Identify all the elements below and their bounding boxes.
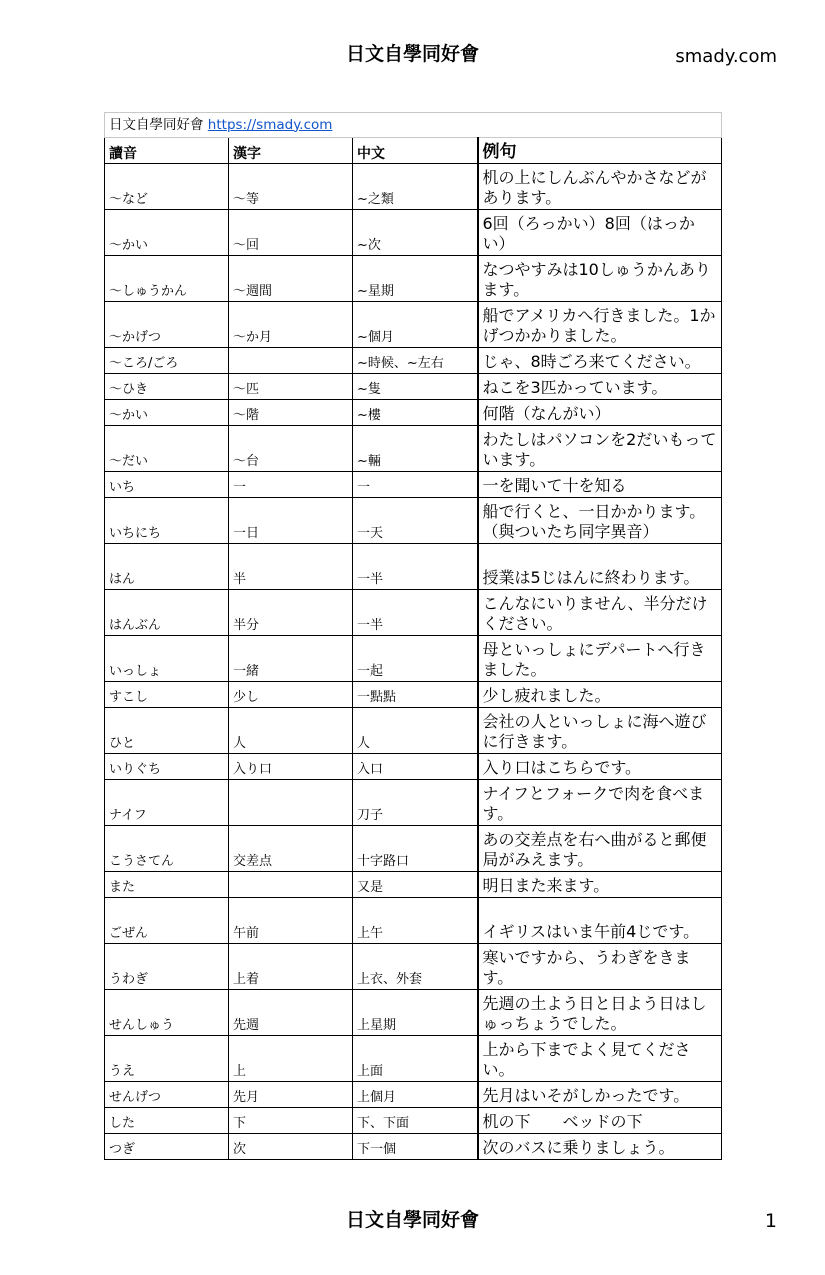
cell-example: ねこを3匹かっています。	[478, 374, 722, 400]
cell-reading: ～かい	[105, 400, 229, 426]
cell-kanji: 半分	[229, 590, 353, 636]
cell-kanji: ～か月	[229, 302, 353, 348]
cell-kanji: 上着	[229, 944, 353, 990]
cell-kanji	[229, 872, 353, 898]
cell-chinese: 上個月	[353, 1082, 478, 1108]
cell-reading: せんげつ	[105, 1082, 229, 1108]
cell-kanji: 入り口	[229, 754, 353, 780]
cell-chinese: 一半	[353, 590, 478, 636]
cell-reading: はん	[105, 544, 229, 590]
cell-example: 少し疲れました。	[478, 682, 722, 708]
column-header-example: 例句	[478, 138, 722, 164]
page-footer-title: 日文自學同好會	[345, 1209, 479, 1231]
cell-kanji: ～週間	[229, 256, 353, 302]
cell-kanji: ～匹	[229, 374, 353, 400]
cell-chinese: ~時候、~左右	[353, 348, 478, 374]
table-row	[105, 400, 722, 426]
cell-reading: すこし	[105, 682, 229, 708]
table-caption	[105, 113, 722, 138]
cell-chinese: 又是	[353, 872, 478, 898]
cell-example: こんなにいりません、半分だけください。	[478, 590, 722, 636]
cell-example: 明日また来ます。	[478, 872, 722, 898]
cell-chinese: 上面	[353, 1036, 478, 1082]
cell-chinese: ~隻	[353, 374, 478, 400]
cell-chinese: 上衣、外套	[353, 944, 478, 990]
cell-chinese: 人	[353, 708, 478, 754]
table-row	[105, 898, 722, 944]
table-row	[105, 944, 722, 990]
cell-example: 寒いですから、うわぎをきます。	[478, 944, 722, 990]
page-number: 1	[764, 1210, 777, 1232]
cell-kanji: ～等	[229, 164, 353, 210]
table-row	[105, 826, 722, 872]
cell-kanji	[229, 780, 353, 826]
column-header-reading: 讀音	[105, 138, 229, 164]
cell-example: 次のバスに乗りましょう。	[478, 1134, 722, 1160]
cell-chinese: 一天	[353, 498, 478, 544]
cell-kanji: 次	[229, 1134, 353, 1160]
cell-reading: いっしょ	[105, 636, 229, 682]
cell-kanji: 一緒	[229, 636, 353, 682]
cell-example: 何階（なんがい）	[478, 400, 722, 426]
cell-chinese: 下、下面	[353, 1108, 478, 1134]
cell-example: ナイフとフォークで肉を食べます。	[478, 780, 722, 826]
cell-reading: ～かい	[105, 210, 229, 256]
cell-chinese: ~樓	[353, 400, 478, 426]
cell-example: 一を聞いて十を知る	[478, 472, 722, 498]
cell-kanji: 一日	[229, 498, 353, 544]
cell-chinese: 刀子	[353, 780, 478, 826]
cell-chinese: 一半	[353, 544, 478, 590]
cell-reading: はんぶん	[105, 590, 229, 636]
table-row	[105, 990, 722, 1036]
cell-example: 机の上にしんぶんやかさなどがあります。	[478, 164, 722, 210]
cell-example: 授業は5じはんに終わります。	[478, 544, 722, 590]
cell-kanji: 上	[229, 1036, 353, 1082]
vocabulary-table	[104, 112, 722, 1160]
table-row	[105, 256, 722, 302]
cell-reading: ～しゅうかん	[105, 256, 229, 302]
cell-chinese: 下一個	[353, 1134, 478, 1160]
cell-reading: いりぐち	[105, 754, 229, 780]
cell-chinese: 上星期	[353, 990, 478, 1036]
table-row	[105, 682, 722, 708]
table-header-row	[105, 138, 722, 164]
cell-kanji: ～回	[229, 210, 353, 256]
table-row	[105, 544, 722, 590]
cell-example: 机の下 ベッドの下	[478, 1108, 722, 1134]
cell-kanji: ～台	[229, 426, 353, 472]
table-row	[105, 754, 722, 780]
table-row	[105, 472, 722, 498]
cell-chinese: 上午	[353, 898, 478, 944]
caption-text: 日文自學同好會	[109, 116, 204, 133]
table-row	[105, 374, 722, 400]
cell-kanji: ～階	[229, 400, 353, 426]
cell-reading: うわぎ	[105, 944, 229, 990]
cell-example: 船でアメリカへ行きました。1かげつかかりました。	[478, 302, 722, 348]
table-row	[105, 164, 722, 210]
cell-example: 6回（ろっかい）8回（はっかい）	[478, 210, 722, 256]
cell-kanji: 午前	[229, 898, 353, 944]
cell-example: じゃ、8時ごろ来てください。	[478, 348, 722, 374]
cell-chinese: ~星期	[353, 256, 478, 302]
cell-kanji: 半	[229, 544, 353, 590]
table-row	[105, 590, 722, 636]
cell-reading: ～だい	[105, 426, 229, 472]
table-row	[105, 708, 722, 754]
cell-kanji: 少し	[229, 682, 353, 708]
cell-reading: ～ころ/ごろ	[105, 348, 229, 374]
cell-reading: ～など	[105, 164, 229, 210]
table-row	[105, 302, 722, 348]
cell-reading: ～かげつ	[105, 302, 229, 348]
page-header-site: smady.com	[675, 46, 777, 67]
table-row	[105, 426, 722, 472]
cell-chinese: 一起	[353, 636, 478, 682]
page-header-title: 日文自學同好會	[345, 43, 479, 65]
cell-example: なつやすみは10しゅうかんあります。	[478, 256, 722, 302]
cell-reading: せんしゅう	[105, 990, 229, 1036]
column-header-chinese: 中文	[353, 138, 478, 164]
cell-example: 会社の人といっしょに海へ遊びに行きます。	[478, 708, 722, 754]
cell-kanji: 下	[229, 1108, 353, 1134]
cell-reading: つぎ	[105, 1134, 229, 1160]
cell-chinese: ~之類	[353, 164, 478, 210]
cell-chinese: ~次	[353, 210, 478, 256]
table-row	[105, 780, 722, 826]
cell-kanji: 人	[229, 708, 353, 754]
cell-kanji: 一	[229, 472, 353, 498]
table-row	[105, 1082, 722, 1108]
cell-chinese: ~個月	[353, 302, 478, 348]
cell-reading: した	[105, 1108, 229, 1134]
cell-example: 船で行くと、一日かかります。（與ついたち同字異音）	[478, 498, 722, 544]
cell-chinese: 入口	[353, 754, 478, 780]
cell-reading: ナイフ	[105, 780, 229, 826]
table-row	[105, 1108, 722, 1134]
table-row	[105, 636, 722, 682]
cell-example: あの交差点を右へ曲がると郵便局がみえます。	[478, 826, 722, 872]
cell-chinese: 一點點	[353, 682, 478, 708]
table-row	[105, 348, 722, 374]
cell-reading: うえ	[105, 1036, 229, 1082]
table-caption-row	[105, 113, 722, 138]
cell-chinese: 一	[353, 472, 478, 498]
cell-kanji: 先月	[229, 1082, 353, 1108]
cell-example: 先週の土よう日と日よう日はしゅっちょうでした。	[478, 990, 722, 1036]
table-row	[105, 1134, 722, 1160]
cell-example: わたしはパソコンを2だいもっています。	[478, 426, 722, 472]
table-row	[105, 210, 722, 256]
cell-kanji	[229, 348, 353, 374]
cell-chinese: ~輛	[353, 426, 478, 472]
cell-reading: いちにち	[105, 498, 229, 544]
cell-reading: また	[105, 872, 229, 898]
cell-reading: ごぜん	[105, 898, 229, 944]
table-row	[105, 498, 722, 544]
cell-example: イギリスはいま午前4じです。	[478, 898, 722, 944]
cell-reading: ～ひき	[105, 374, 229, 400]
column-header-kanji: 漢字	[229, 138, 353, 164]
cell-example: 母といっしょにデパートへ行きました。	[478, 636, 722, 682]
cell-kanji: 交差点	[229, 826, 353, 872]
cell-chinese: 十字路口	[353, 826, 478, 872]
cell-reading: いち	[105, 472, 229, 498]
cell-example: 先月はいそがしかったです。	[478, 1082, 722, 1108]
cell-example: 入り口はこちらです。	[478, 754, 722, 780]
cell-kanji: 先週	[229, 990, 353, 1036]
caption-link[interactable]: https://smady.com	[207, 116, 333, 133]
table-row	[105, 872, 722, 898]
cell-example: 上から下までよく見てください。	[478, 1036, 722, 1082]
table-row	[105, 1036, 722, 1082]
cell-reading: こうさてん	[105, 826, 229, 872]
cell-reading: ひと	[105, 708, 229, 754]
